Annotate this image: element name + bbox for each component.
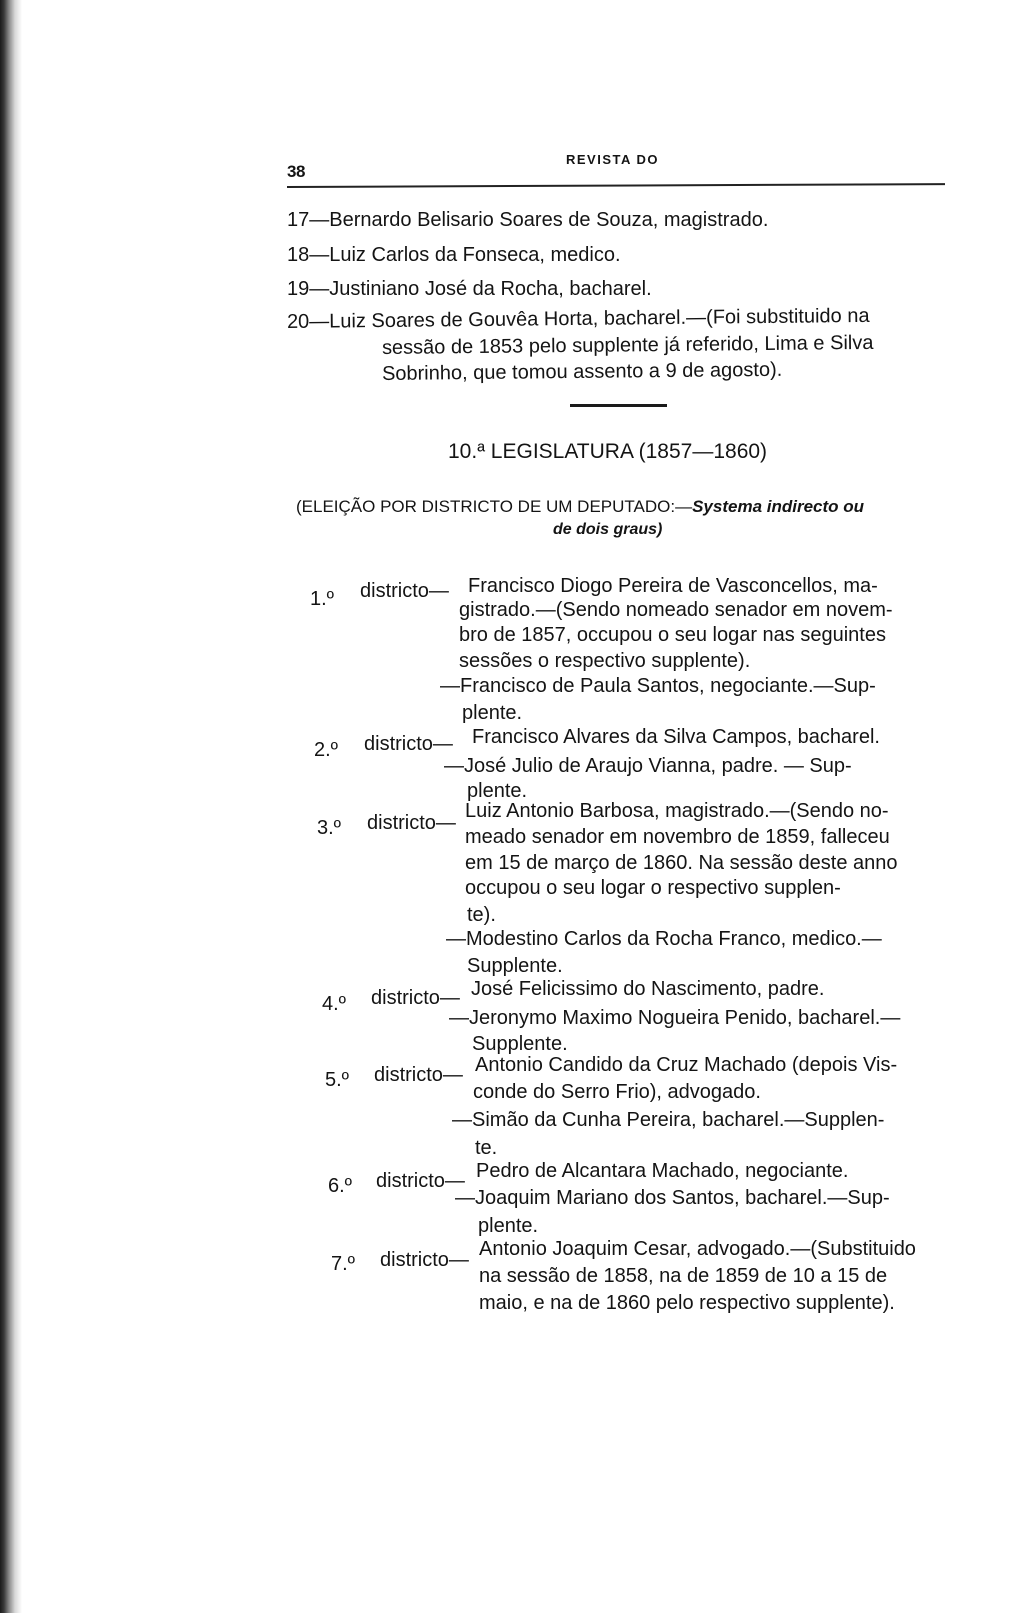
election-note-italic-2: de dois graus) (553, 521, 663, 538)
district-3-label: districto— (367, 812, 456, 834)
district-6-line: Pedro de Alcantara Machado, negociante. (476, 1160, 849, 1182)
district-5-line: conde do Serro Frio), advogado. (473, 1081, 761, 1103)
district-5-number: 5.º (325, 1069, 349, 1091)
election-note (296, 497, 864, 517)
district-3-line: Supplente. (467, 955, 563, 977)
district-3-line: occupou o seu logar o respectivo supplen- (465, 877, 841, 899)
district-7-line: na sessão de 1858, na de 1859 de 10 a 15 de (479, 1265, 888, 1287)
district-3-line: meado senador em novembro de 1859, falleceu (465, 826, 890, 848)
district-1-line: plente. (462, 702, 523, 724)
district-6-line: plente. (478, 1215, 539, 1237)
entry-18: 18—Luiz Carlos da Fonseca, medico. (287, 244, 621, 266)
district-7-label: districto— (380, 1249, 469, 1271)
header-rule (287, 183, 945, 188)
district-4-line: Supplente. (472, 1033, 568, 1055)
district-4-number: 4.º (322, 993, 346, 1015)
district-7-number: 7.º (331, 1253, 355, 1275)
district-2-supplente: —José Julio de Araujo Vianna, padre. — Sup- (444, 755, 852, 777)
district-1-line: sessões o respectivo supplente). (459, 650, 751, 672)
district-1-number: 1.º (310, 588, 334, 610)
district-5-supplente: —Simão da Cunha Pereira, bacharel.—Supplen- (452, 1109, 885, 1131)
district-3-number: 3.º (317, 817, 341, 839)
district-5-line: te. (475, 1137, 498, 1159)
running-title: REVISTA DO (566, 152, 660, 167)
district-2-line: Francisco Alvares da Silva Campos, bacharel. (472, 726, 880, 748)
entry-20: 20—Luiz Soares de Gouvêa Horta, bacharel.—(Foi substituido na (286, 304, 870, 333)
district-3-supplente: —Modestino Carlos da Rocha Franco, medico.— (446, 928, 882, 950)
district-6-number: 6.º (328, 1175, 352, 1197)
election-note-main: (ELEIÇÃO POR DISTRICTO DE UM DEPUTADO:— (296, 497, 693, 516)
district-1-supplente: —Francisco de Paula Santos, negociante.—Sup- (440, 675, 876, 697)
district-5-line: Antonio Candido da Cruz Machado (depois Vis- (475, 1054, 898, 1076)
district-7-line: maio, e na de 1860 pelo respectivo supplente). (479, 1292, 895, 1314)
legislature-title: 10.ª LEGISLATURA (1857—1860) (448, 440, 768, 463)
district-1-line: gistrado.—(Sendo nomeado senador em novem- (459, 599, 893, 621)
district-7-line: Antonio Joaquim Cesar, advogado.—(Substituido (479, 1238, 916, 1260)
binding-edge (0, 0, 22, 1613)
district-3-line: te). (467, 904, 496, 926)
page-number: 38 (287, 162, 305, 181)
district-4-supplente: —Jeronymo Maximo Nogueira Penido, bacharel.— (449, 1007, 901, 1029)
district-1-line: bro de 1857, occupou o seu logar nas seguintes (459, 624, 886, 646)
district-5-label: districto— (374, 1064, 463, 1086)
district-3-line: Luiz Antonio Barbosa, magistrado.—(Sendo no- (465, 800, 889, 822)
entry-17: 17—Bernardo Belisario Soares de Souza, magistrado. (287, 209, 769, 231)
entry-19: 19—Justiniano José da Rocha, bacharel. (287, 278, 652, 300)
district-3-line: em 15 de março de 1860. Na sessão deste anno (465, 852, 898, 874)
district-6-label: districto— (376, 1170, 465, 1192)
district-4-label: districto— (371, 987, 460, 1009)
district-2-number: 2.º (314, 739, 338, 761)
district-2-label: districto— (364, 733, 453, 755)
section-divider (570, 404, 667, 407)
election-note-italic: Systema indirecto ou (692, 497, 865, 516)
entry-20-continuation-2: Sobrinho, que tomou assento a 9 de agosto). (381, 358, 783, 385)
district-1-label: districto— (360, 580, 449, 602)
district-1-line: Francisco Diogo Pereira de Vasconcellos, ma- (468, 575, 878, 597)
district-2-line: plente. (467, 780, 528, 802)
district-6-supplente: —Joaquim Mariano dos Santos, bacharel.—Sup- (455, 1187, 890, 1209)
district-4-line: José Felicissimo do Nascimento, padre. (471, 978, 825, 1000)
entry-20-continuation-1: sessão de 1853 pelo supplente já referido, Lima e Silva (381, 331, 874, 359)
